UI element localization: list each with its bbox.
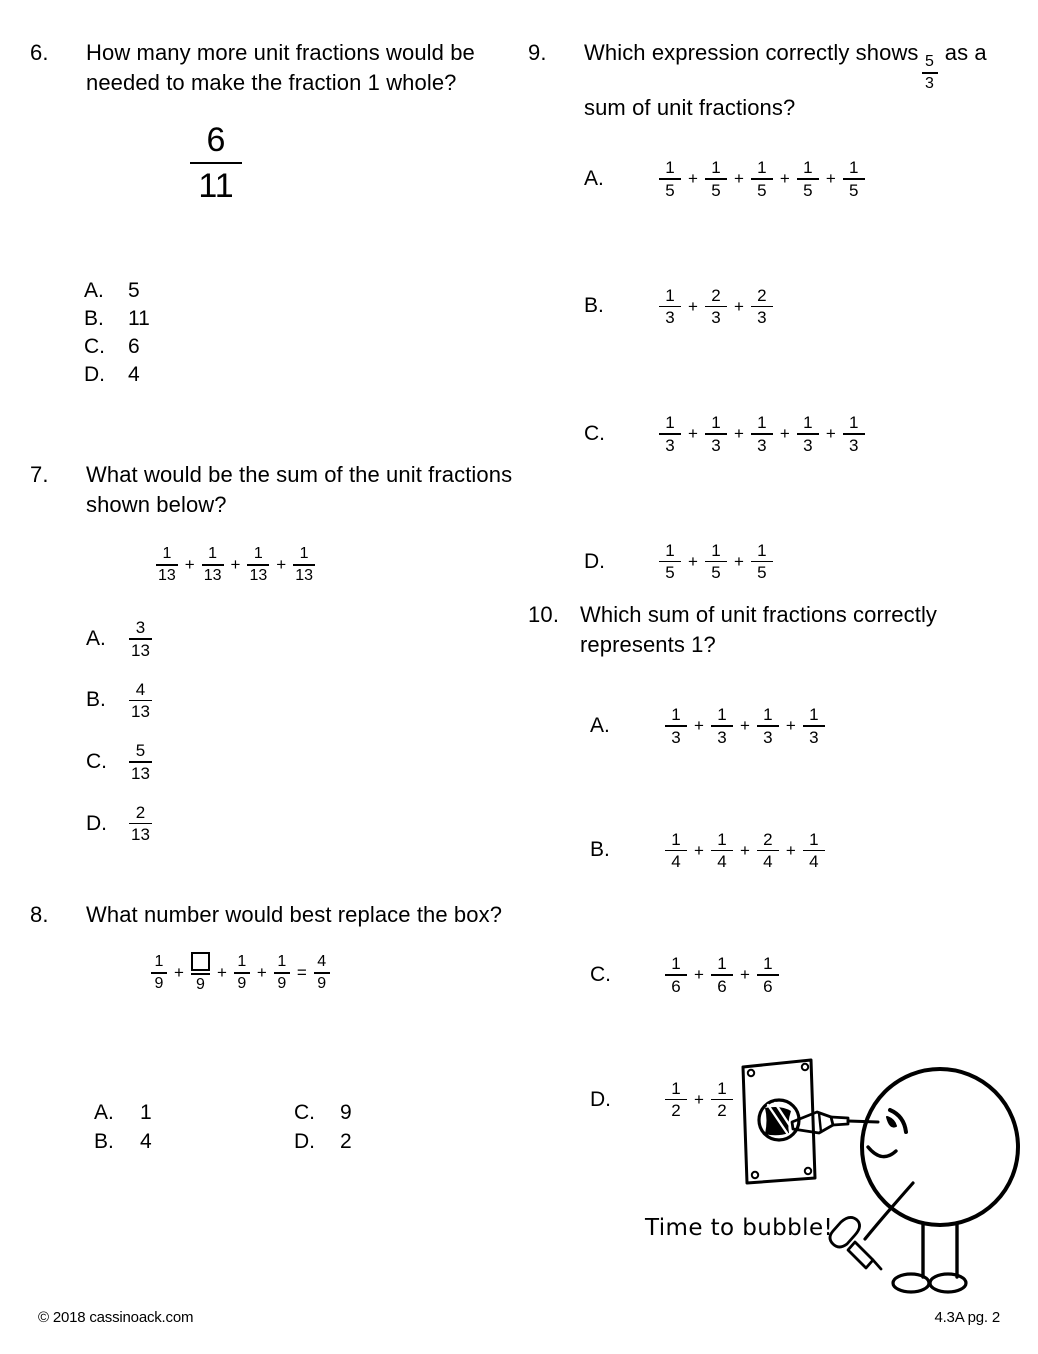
fraction-bar — [665, 850, 687, 852]
equation-term-2-box — [191, 952, 210, 994]
fraction-denominator: 13 — [203, 566, 222, 584]
choice-b-letter: B. — [86, 688, 106, 712]
equation-term-1 — [151, 953, 167, 993]
question-9-choices — [584, 158, 1038, 582]
term-2 — [711, 1079, 733, 1121]
term-1 — [665, 954, 687, 996]
fraction-denominator: 3 — [711, 308, 721, 328]
choice-b-value: 4 — [140, 1130, 152, 1153]
fraction-denominator: 3 — [809, 727, 819, 747]
fraction-bar — [293, 564, 315, 566]
term-5 — [843, 158, 865, 200]
question-8-choices — [94, 1100, 494, 1155]
fraction-denominator: 9 — [195, 975, 205, 993]
question-6-display-fraction — [190, 120, 525, 206]
choice-d-value: 2 — [340, 1130, 352, 1153]
fraction-denominator: 9 — [154, 974, 164, 992]
operator-plus: + — [785, 840, 796, 860]
question-7-expression — [155, 545, 525, 585]
fraction-denominator: 9 — [317, 974, 327, 992]
operator-equals: = — [296, 963, 307, 983]
choice-b-expression — [664, 830, 826, 872]
question-9-stem — [584, 38, 1014, 123]
choice-a-letter: A. — [84, 279, 104, 302]
fraction-denominator: 5 — [665, 563, 675, 583]
fraction-numerator: 5 — [135, 741, 146, 761]
equation-term-4 — [274, 953, 290, 993]
fraction-numerator: 1 — [717, 954, 727, 974]
fraction-bar — [705, 433, 727, 435]
fraction-denominator: 3 — [717, 727, 727, 747]
question-7 — [30, 460, 525, 845]
fraction-denominator: 5 — [665, 180, 675, 200]
choice-c-value: 6 — [128, 335, 140, 358]
choice-c[interactable] — [294, 1100, 494, 1126]
fraction-numerator: 1 — [711, 158, 721, 177]
choice-a-expression — [664, 705, 826, 747]
fraction-bar — [705, 306, 727, 308]
answer-box-icon — [191, 952, 210, 971]
operator-plus: + — [688, 169, 698, 189]
operator-plus: + — [733, 552, 744, 572]
choice-a-fraction — [129, 618, 152, 660]
choice-b-letter: B. — [590, 838, 610, 862]
fraction-denominator: 3 — [757, 435, 767, 455]
fraction-bar — [757, 850, 779, 852]
fraction-denominator: 5 — [803, 180, 813, 200]
question-6-head — [30, 38, 525, 98]
fraction-numerator: 1 — [809, 829, 819, 849]
question-9-head — [528, 38, 1028, 123]
choice-d-expression — [658, 541, 774, 583]
fraction-numerator: 2 — [135, 802, 146, 822]
choice-a-expression — [658, 158, 866, 200]
fraction-numerator: 1 — [717, 1078, 727, 1098]
choice-b-letter: B. — [94, 1130, 114, 1153]
term-3 — [757, 954, 779, 996]
question-9-number: 9. — [528, 40, 547, 65]
choice-c-letter: C. — [86, 749, 107, 773]
fraction-bar — [843, 433, 865, 435]
choice-b[interactable] — [84, 306, 579, 332]
operator-plus: + — [276, 555, 287, 575]
term-2 — [705, 413, 727, 455]
fraction-numerator: 4 — [317, 953, 327, 970]
fraction-denominator: 2 — [671, 1101, 681, 1121]
choice-c[interactable] — [84, 334, 579, 360]
question-7-head — [30, 460, 525, 520]
operator-plus: + — [216, 963, 227, 983]
fraction-denominator: 5 — [757, 180, 767, 200]
operator-plus: + — [230, 555, 241, 575]
mascot-illustration-icon — [735, 1055, 1020, 1300]
question-10-number: 10. — [528, 602, 560, 627]
operator-plus: + — [733, 169, 744, 189]
fraction-numerator: 1 — [763, 705, 773, 724]
term-3 — [751, 541, 773, 583]
choice-c-expression — [658, 413, 866, 455]
fraction-bar — [757, 725, 779, 727]
operator-plus: + — [739, 965, 750, 985]
fraction-numerator: 1 — [237, 953, 247, 970]
question-8 — [30, 900, 525, 1153]
fraction-bar — [751, 433, 773, 435]
term-2 — [705, 541, 727, 583]
question-10 — [528, 600, 1028, 1121]
choice-d-fraction — [129, 803, 152, 845]
operator-plus: + — [779, 424, 790, 444]
fraction-denominator: 13 — [249, 566, 268, 584]
operator-plus: + — [739, 716, 750, 736]
choice-c-letter: C. — [294, 1101, 315, 1124]
question-9-stem-fraction — [922, 53, 938, 93]
choice-a[interactable] — [84, 278, 579, 304]
question-7-choices — [86, 618, 581, 844]
choice-c-expression — [664, 954, 780, 996]
fraction-denominator: 4 — [671, 852, 681, 872]
fraction-numerator: 1 — [253, 545, 263, 562]
fraction-numerator: 1 — [665, 540, 675, 560]
fraction-numerator: 1 — [757, 158, 767, 177]
term-2 — [711, 830, 733, 872]
fraction-bar — [314, 972, 330, 974]
fraction-denominator: 11 — [198, 167, 234, 206]
fraction-numerator: 1 — [711, 540, 721, 560]
choice-a-value: 1 — [140, 1101, 152, 1124]
operator-plus: + — [688, 552, 698, 572]
choice-d[interactable] — [584, 541, 1038, 583]
operator-plus: + — [688, 296, 698, 316]
fraction-bar — [659, 561, 681, 563]
choice-c-value: 9 — [340, 1101, 352, 1124]
operator-plus: + — [694, 716, 704, 736]
fraction-denominator: 6 — [763, 976, 773, 996]
term-1 — [665, 705, 687, 747]
fraction-bar — [922, 72, 938, 74]
choice-b-fraction — [129, 680, 152, 722]
term-1 — [659, 541, 681, 583]
choice-d-letter: D. — [86, 811, 107, 835]
fraction-bar — [665, 725, 687, 727]
choice-a-letter: A. — [590, 713, 610, 737]
fraction-denominator: 5 — [711, 563, 721, 583]
fraction-bar — [751, 306, 773, 308]
fraction-denominator: 13 — [131, 640, 150, 660]
question-9-stem-after: as a sum of unit fractions? — [584, 40, 987, 120]
fraction-numerator: 1 — [809, 705, 819, 724]
term-2 — [711, 705, 733, 747]
operator-plus: + — [688, 424, 698, 444]
fraction-bar — [151, 972, 167, 974]
term-2 — [705, 158, 727, 200]
choice-c-letter: C. — [584, 421, 605, 445]
fraction-bar — [711, 974, 733, 976]
footer-copyright: © 2018 cassinoack.com — [38, 1309, 194, 1326]
operator-plus: + — [739, 840, 750, 860]
footer-page-reference: 4.3A pg. 2 — [934, 1309, 1000, 1326]
question-6-stem: How many more unit fractions would be needed to make the fraction 1 whole? — [86, 40, 475, 95]
term-3 — [751, 413, 773, 455]
question-6-choices — [84, 278, 579, 390]
operator-plus: + — [779, 169, 790, 189]
choice-b-expression — [658, 286, 774, 328]
term-3 — [751, 286, 773, 328]
term-1 — [665, 830, 687, 872]
fraction-numerator: 1 — [717, 829, 727, 849]
fraction-numerator: 1 — [717, 705, 727, 724]
fraction-bar — [751, 178, 773, 180]
fraction-numerator: 2 — [711, 285, 721, 305]
mascot-caption: Time to bubble! — [645, 1215, 834, 1241]
fraction-denominator: 13 — [131, 825, 150, 845]
fraction-numerator: 3 — [135, 618, 146, 637]
fraction-numerator: 1 — [665, 158, 675, 177]
fraction-bar — [190, 162, 242, 164]
fraction-numerator: 1 — [849, 158, 859, 177]
fraction-numerator: 1 — [671, 705, 681, 724]
choice-c-letter: C. — [84, 335, 105, 358]
fraction-denominator: 3 — [711, 435, 721, 455]
fraction-numerator: 4 — [135, 679, 146, 699]
term-1 — [659, 286, 681, 328]
fraction-numerator: 6 — [206, 121, 226, 159]
fraction-numerator: 1 — [671, 954, 681, 974]
fraction-numerator: 1 — [671, 1078, 681, 1098]
question-8-equation — [150, 952, 525, 994]
fraction-denominator: 3 — [925, 74, 935, 92]
choice-c[interactable] — [86, 741, 581, 783]
question-7-number: 7. — [30, 462, 49, 487]
fraction-bar — [757, 974, 779, 976]
choice-b[interactable] — [584, 286, 1038, 328]
fraction-denominator: 2 — [717, 1101, 727, 1121]
fraction-denominator: 5 — [711, 180, 721, 200]
fraction-bar — [803, 850, 825, 852]
fraction-numerator: 1 — [803, 158, 813, 177]
term-4 — [803, 830, 825, 872]
fraction-denominator: 3 — [665, 435, 675, 455]
page-footer — [38, 1309, 1000, 1326]
question-10-stem: Which sum of unit fractions correctly represents 1? — [580, 602, 938, 657]
fraction-numerator: 1 — [277, 953, 287, 970]
fraction-denominator: 3 — [763, 727, 773, 747]
question-8-number: 8. — [30, 902, 49, 927]
choice-c-letter: C. — [590, 962, 611, 986]
question-9 — [528, 38, 1028, 583]
fraction-bar — [234, 972, 250, 974]
choice-a-value: 5 — [128, 279, 140, 302]
fraction-numerator: 1 — [665, 285, 675, 305]
fraction-denominator: 5 — [849, 180, 859, 200]
operator-plus: + — [694, 840, 704, 860]
expression-term-1 — [156, 545, 178, 585]
term-2 — [705, 286, 727, 328]
operator-plus: + — [733, 296, 744, 316]
operator-plus: + — [694, 1090, 704, 1110]
question-9-stem-before: Which expression correctly shows — [584, 40, 919, 65]
fraction-bar — [843, 178, 865, 180]
fraction-denominator: 6 — [717, 976, 727, 996]
operator-plus: + — [256, 963, 267, 983]
choice-b-letter: B. — [84, 307, 104, 330]
choice-d-expression — [664, 1079, 734, 1121]
fraction-bar — [191, 973, 210, 975]
fraction-bar — [129, 823, 152, 825]
fraction-bar — [711, 850, 733, 852]
term-4 — [797, 158, 819, 200]
choice-a[interactable] — [86, 618, 581, 660]
fraction-bar — [129, 700, 152, 702]
fraction-bar — [711, 1099, 733, 1101]
fraction-denominator: 3 — [849, 435, 859, 455]
fraction-denominator: 13 — [295, 566, 313, 584]
fraction-numerator: 1 — [671, 829, 681, 849]
term-4 — [797, 413, 819, 455]
fraction-bar — [202, 564, 224, 566]
fraction-bar — [274, 972, 290, 974]
question-7-stem: What would be the sum of the unit fractions shown below? — [86, 462, 513, 517]
operator-plus: + — [825, 424, 836, 444]
fraction-denominator: 4 — [809, 852, 819, 872]
fraction-bar — [129, 638, 152, 640]
choice-d-letter: D. — [584, 549, 605, 573]
fraction-numerator: 1 — [849, 413, 859, 433]
equation-result — [314, 953, 330, 993]
choice-a-letter: A. — [94, 1101, 114, 1124]
fraction-denominator: 9 — [277, 974, 287, 992]
expression-term-3 — [247, 545, 269, 585]
fraction-bar — [797, 178, 819, 180]
fraction-denominator: 9 — [237, 974, 247, 992]
equation-term-3 — [234, 953, 250, 993]
fraction-denominator: 3 — [757, 308, 767, 328]
fraction-denominator: 4 — [763, 852, 773, 872]
choice-a[interactable] — [590, 705, 1038, 747]
question-8-head — [30, 900, 525, 930]
question-6 — [30, 38, 525, 386]
fraction-denominator: 3 — [671, 727, 681, 747]
fraction-denominator: 4 — [717, 852, 727, 872]
term-1 — [659, 413, 681, 455]
choice-d[interactable] — [294, 1129, 494, 1155]
fraction-bar — [129, 761, 152, 763]
operator-plus: + — [694, 965, 704, 985]
fraction-bar — [797, 433, 819, 435]
choice-d[interactable] — [84, 362, 579, 388]
fraction-denominator: 5 — [757, 563, 767, 583]
choice-d[interactable] — [86, 803, 581, 845]
choice-a[interactable] — [584, 158, 1038, 200]
choice-b-value: 11 — [128, 307, 150, 330]
operator-plus: + — [174, 963, 184, 983]
choice-a[interactable] — [94, 1100, 294, 1126]
fraction-bar — [751, 561, 773, 563]
fraction-numerator: 1 — [757, 413, 767, 433]
fraction-bar — [156, 564, 178, 566]
fraction-numerator: 2 — [763, 829, 773, 849]
term-2 — [711, 954, 733, 996]
fraction-denominator: 13 — [158, 566, 176, 584]
fraction-numerator: 1 — [299, 545, 309, 562]
fraction-bar — [247, 564, 269, 566]
operator-plus: + — [184, 555, 195, 575]
term-3 — [757, 705, 779, 747]
fraction-denominator: 3 — [803, 435, 813, 455]
fraction-numerator: 2 — [757, 285, 767, 305]
choice-a-letter: A. — [86, 626, 106, 650]
operator-plus: + — [733, 424, 744, 444]
fraction-denominator: 3 — [665, 308, 675, 328]
fraction-bar — [705, 178, 727, 180]
choice-b[interactable] — [86, 680, 581, 722]
fraction-numerator: 1 — [162, 545, 172, 562]
fraction-bar — [659, 306, 681, 308]
question-10-head — [528, 600, 1028, 660]
fraction-bar — [705, 561, 727, 563]
fraction-bar — [803, 725, 825, 727]
choice-d-letter: D. — [590, 1087, 611, 1111]
fraction-denominator: 13 — [131, 702, 150, 722]
term-3 — [757, 830, 779, 872]
term-1 — [659, 158, 681, 200]
expression-term-2 — [202, 545, 224, 585]
fraction-denominator: 6 — [671, 976, 681, 996]
term-1 — [665, 1079, 687, 1121]
choice-c[interactable] — [590, 954, 1038, 996]
fraction-bar — [665, 1099, 687, 1101]
fraction-numerator: 1 — [763, 954, 773, 974]
question-6-number: 6. — [30, 40, 49, 65]
operator-plus: + — [785, 716, 796, 736]
choice-b-letter: B. — [584, 294, 604, 318]
fraction-numerator: 5 — [925, 53, 935, 70]
term-4 — [803, 705, 825, 747]
choice-a-letter: A. — [584, 166, 604, 190]
fraction-bar — [665, 974, 687, 976]
fraction-numerator: 1 — [665, 413, 675, 433]
choice-d-letter: D. — [84, 363, 105, 386]
fraction-numerator: 1 — [208, 545, 218, 562]
choice-c[interactable] — [584, 413, 1038, 455]
fraction-bar — [659, 433, 681, 435]
choice-d-letter: D. — [294, 1130, 315, 1153]
choice-b[interactable] — [94, 1129, 294, 1155]
fraction-numerator: 1 — [803, 413, 813, 433]
fraction-numerator: 1 — [711, 413, 721, 433]
fraction-bar — [659, 178, 681, 180]
fraction-numerator: 1 — [154, 953, 164, 970]
fraction-numerator: 1 — [757, 540, 767, 560]
term-5 — [843, 413, 865, 455]
question-8-stem: What number would best replace the box? — [86, 902, 503, 927]
term-3 — [751, 158, 773, 200]
expression-term-4 — [293, 545, 315, 585]
operator-plus: + — [825, 169, 836, 189]
choice-b[interactable] — [590, 830, 1038, 872]
choice-d-value: 4 — [128, 363, 140, 386]
choice-c-fraction — [129, 741, 152, 783]
fraction-bar — [711, 725, 733, 727]
fraction-denominator: 13 — [131, 763, 150, 783]
